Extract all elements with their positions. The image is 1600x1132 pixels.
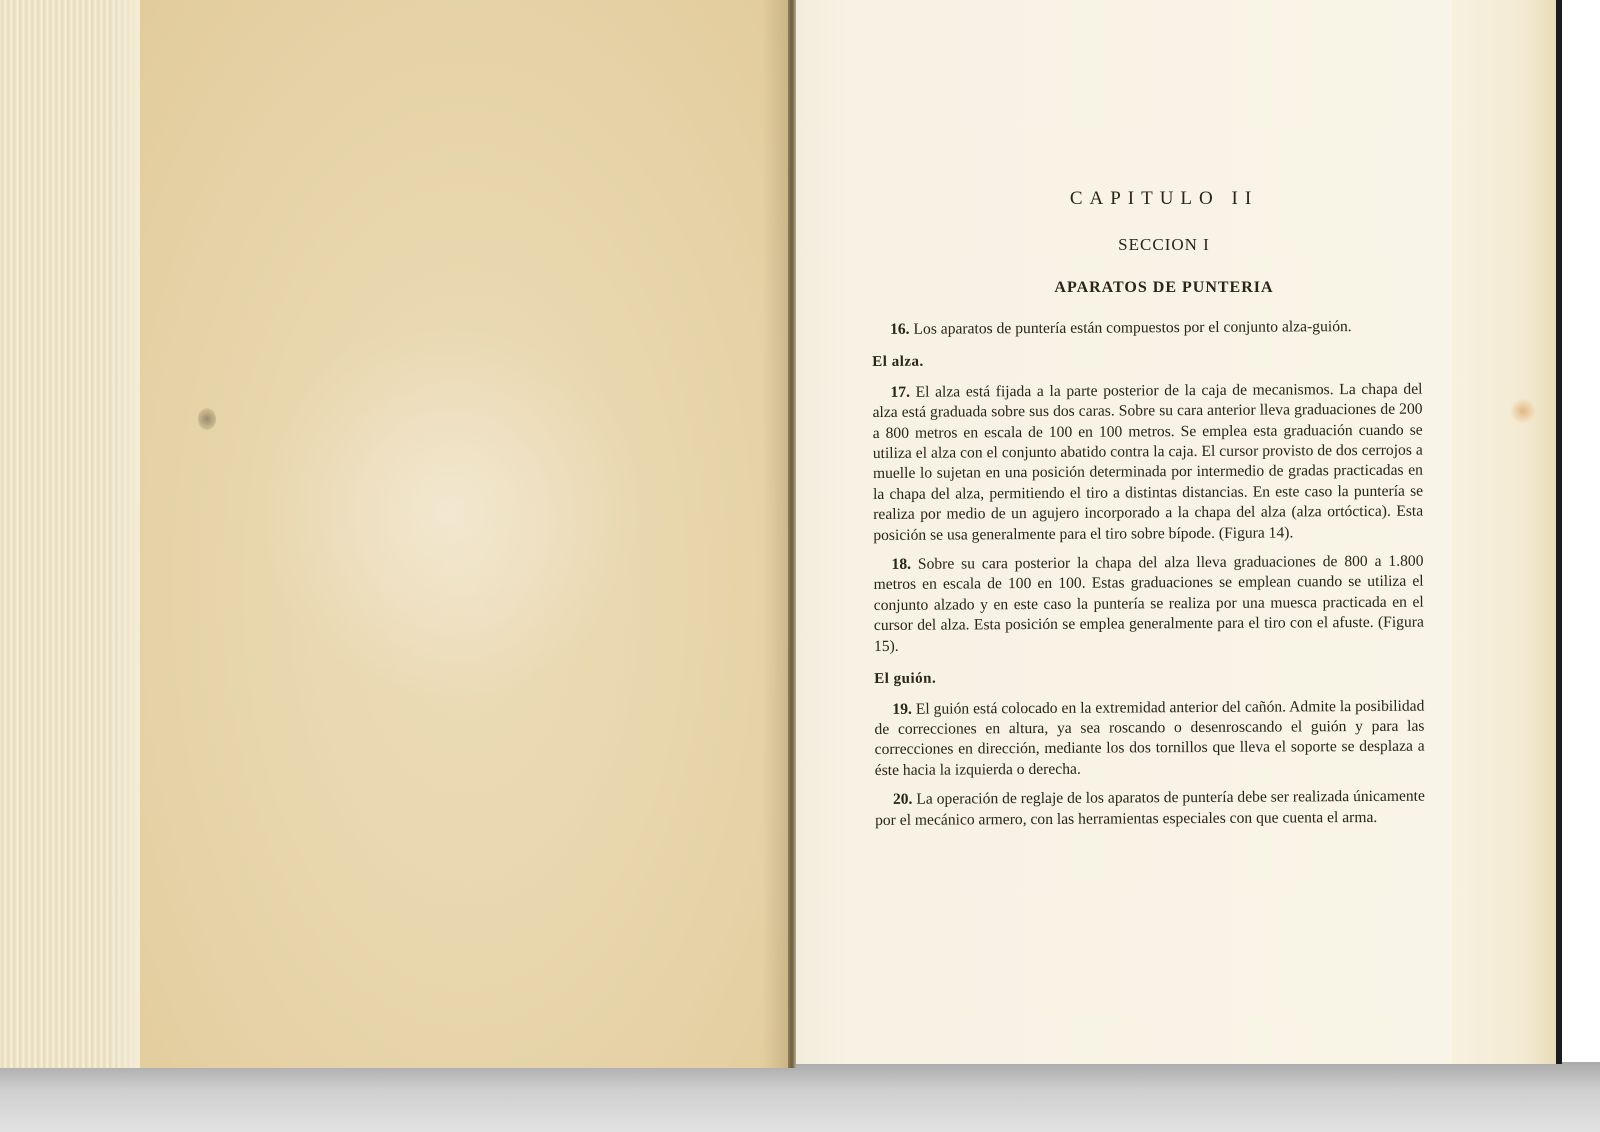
paragraph-text: La operación de reglaje de los aparatos de puntería debe ser realizada únicamente por el mecánico armero, con las herramientas especiales con que cuenta el arma. <box>875 787 1425 829</box>
chapter-heading: CAPITULO II <box>1069 188 1259 209</box>
page-title: APARATOS DE PUNTERIA <box>1054 279 1274 296</box>
paragraph-text: El guión está colocado en la extremidad anterior del cañón. Admite la posibilidad de correcciones en altura, ya sea roscando o desenroscando el guión y para las correcciones en dirección, mediante los dos tornillos que lleva el soporte se desplaza a éste hacia la izquierda o derecha. <box>874 697 1425 779</box>
subheading-alza: El alza. <box>872 354 924 371</box>
paper-blemish <box>198 408 216 430</box>
book-page-edges <box>0 0 141 1068</box>
paragraph-number: 18. <box>891 555 912 573</box>
right-printed-page <box>796 0 1452 1064</box>
paragraph-number: 17. <box>890 383 910 401</box>
paragraph-text: Sobre su cara posterior la chapa del alza lleva graduaciones de 800 a 1.800 metros en escala de 100 en 100. Estas graduaciones se emplean cuando se utiliza el conjunto alzado y en este caso la puntería se realiza por una muesca practicada en el cursor del alza. Esta posición se emplea generalmente para el tiro con el afuste. (Figura 15). <box>873 552 1424 655</box>
right-page-margin <box>1452 0 1556 1064</box>
paragraph-text: El alza está fijada a la parte posterior de la caja de mecanismos. La chapa del alza está graduada sobre sus dos caras. Sobre su cara anterior lleva graduaciones de 200 a 800 metros en escala de 100 en 100 metros. Se emplea esta graduación cuando se utiliza el alza con el conjunto abatido contra la caja. El cursor provisto de dos cerrojos a muelle lo sujetan en una posición determinada por intermedio de gradas practicadas en la chapa del alza, permitiendo el tiro a distintas distancias. En este caso la puntería se realiza por medio de un agujero incorporado a la chapa del alza (alza ortóctica). Esta posición se usa generalmente para el tiro sobre bípode. (Figura 14). <box>872 380 1424 544</box>
paragraph-number: 16. <box>890 320 910 338</box>
paragraph-19 <box>874 696 1424 781</box>
book-gutter <box>788 0 796 1068</box>
paper-stain <box>1510 398 1536 424</box>
subheading-guion: El guión. <box>874 670 937 688</box>
paragraph-16 <box>872 317 1422 341</box>
scanner-background <box>0 1062 1600 1132</box>
body-text <box>872 317 1425 831</box>
paragraph-number: 19. <box>892 700 912 718</box>
paragraph-text: Los aparatos de puntería están compuestos por el conjunto alza-guión. <box>913 318 1352 338</box>
section-heading: SECCION I <box>1118 235 1210 254</box>
paragraph-number: 20. <box>892 790 913 809</box>
paragraph-20 <box>875 787 1425 831</box>
book-cover-edge <box>1556 0 1562 1064</box>
left-blank-page <box>140 0 790 1068</box>
paragraph-18 <box>873 552 1424 657</box>
paragraph-17 <box>872 379 1423 546</box>
